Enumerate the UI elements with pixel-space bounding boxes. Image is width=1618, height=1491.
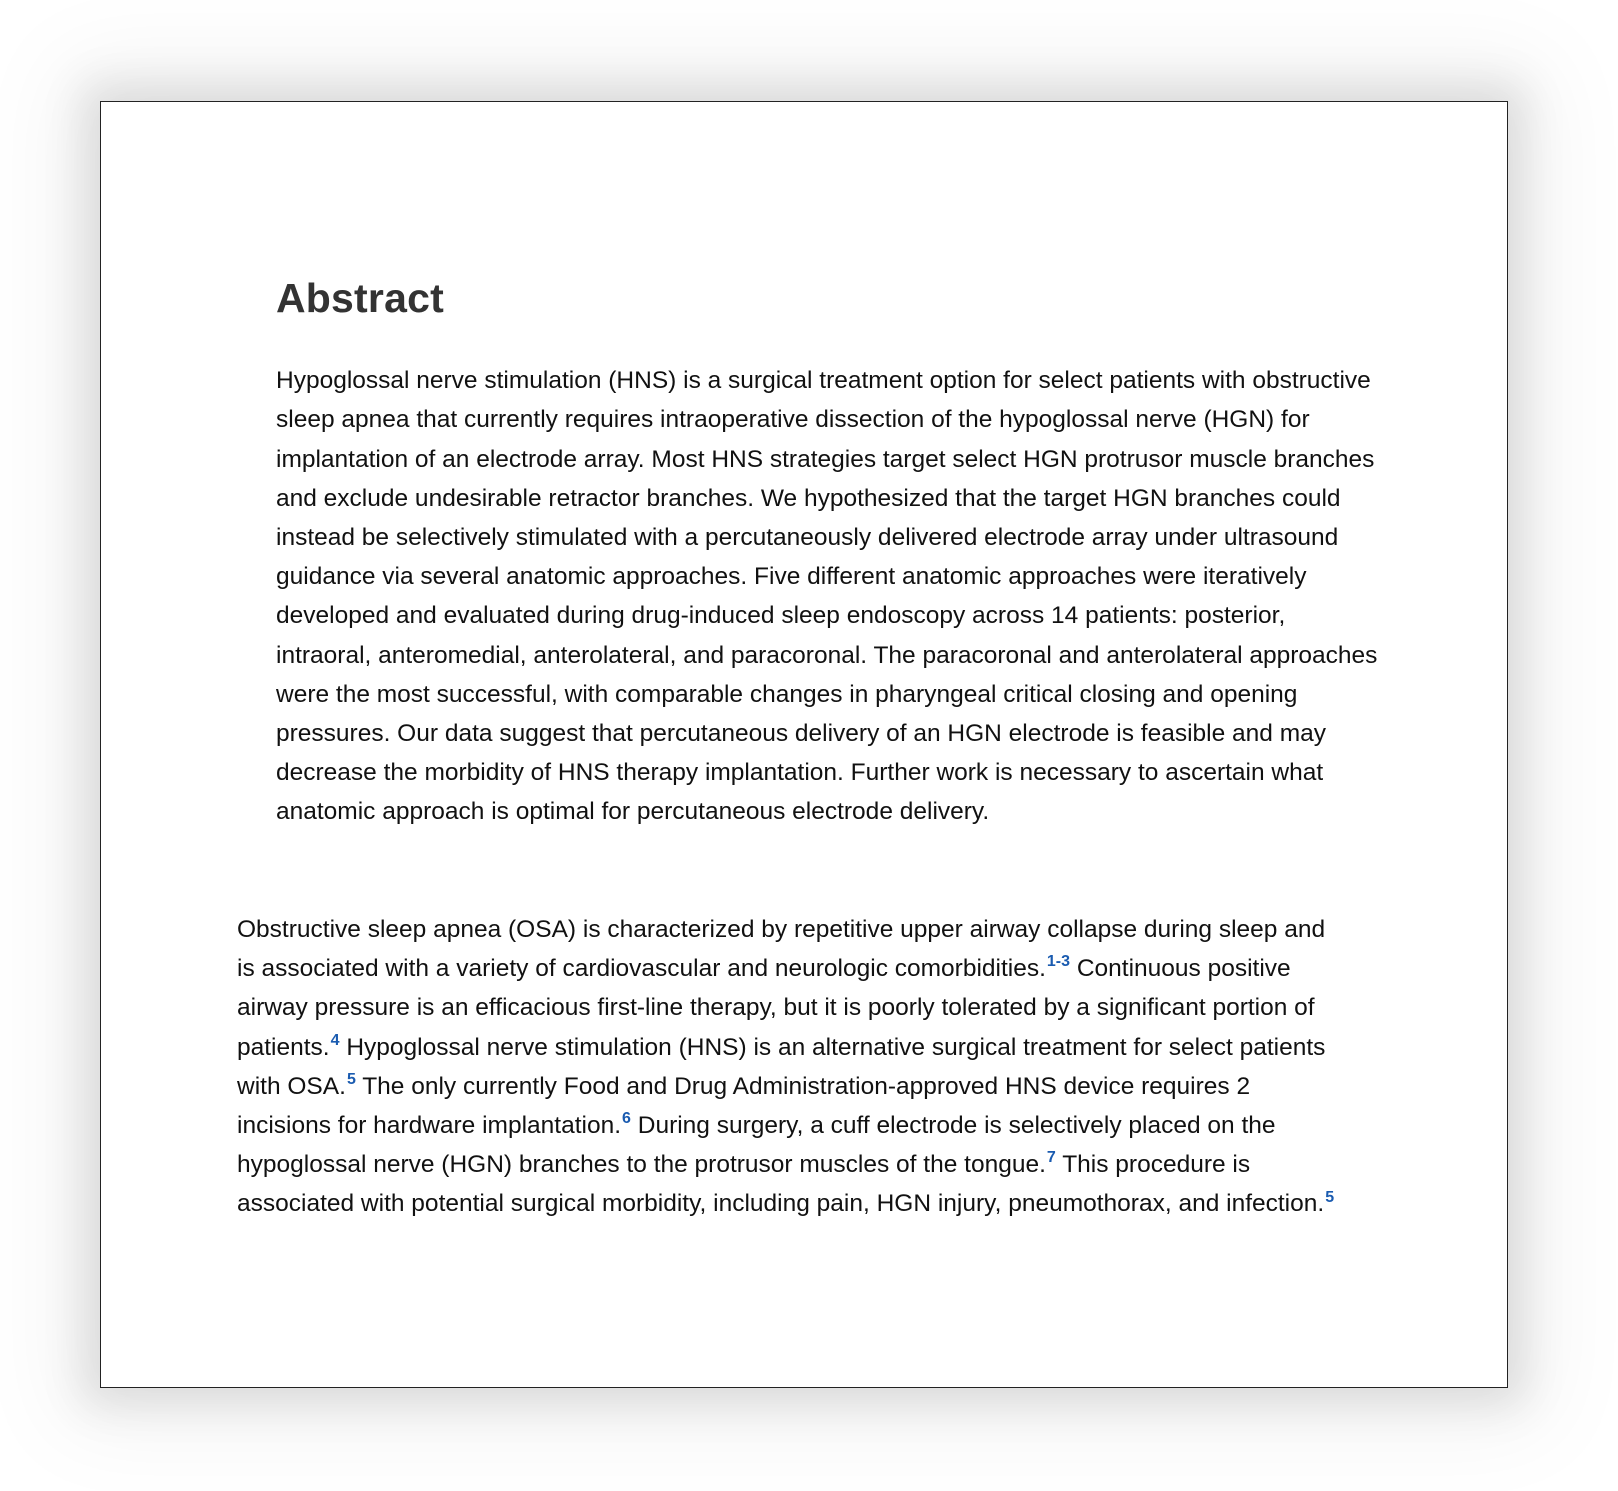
introduction-paragraph	[237, 910, 1347, 1224]
citation-link[interactable]: 5	[346, 1070, 356, 1088]
intro-sentence: The only currently Food and Drug Administration-approved HNS device requires 2 incisions for hardware implantation.	[237, 1072, 1251, 1140]
citation-link[interactable]: 5	[1325, 1188, 1335, 1206]
citation-link[interactable]: 1-3	[1046, 953, 1071, 971]
intro-sentence: This procedure is associated with potential surgical morbidity, including pain, HGN injury, pneumothorax, and infection.	[237, 1151, 1325, 1218]
intro-sentence: Hypoglossal nerve stimulation (HNS) is an alternative surgical treatment for select patients with OSA.	[237, 1033, 1326, 1100]
abstract-paragraph: Hypoglossal nerve stimulation (HNS) is a surgical treatment option for select patients with obstructive sleep apnea that currently requires intraoperative dissection of the hypoglossal nerve (HGN) for implantation of an electrode array. Most HNS strategies target select HGN protrusor muscle branches and exclude undesirable retractor branches. We hypothesized that the target HGN branches could instead be selectively stimulated with a percutaneously delivered electrode array under ultrasound guidance via several anatomic approaches. Five different anatomic approaches were iteratively developed and evaluated during drug-induced sleep endoscopy across 14 patients: posterior, intraoral, anteromedial, anterolateral, and paracoronal. The paracoronal and anterolateral approaches were the most successful, with comparable changes in pharyngeal critical closing and opening pressures. Our data suggest that percutaneous delivery of an HGN electrode is feasible and may decrease the morbidity of HNS therapy implantation. Further work is necessary to ascertain what anatomic approach is optimal for percutaneous electrode delivery.	[276, 367, 1378, 826]
abstract-heading: Abstract	[276, 275, 444, 321]
intro-sentence: Obstructive sleep apnea (OSA) is characterized by repetitive upper airway collapse during sleep and is associated with a variety of cardiovascular and neurologic comorbidities.	[237, 916, 1326, 983]
intro-sentence: Continuous positive airway pressure is an efficacious first-line therapy, but it is poorly tolerated by a significant portion of patients.	[237, 955, 1315, 1061]
citation-link[interactable]: 7	[1046, 1149, 1056, 1167]
introduction-section	[237, 910, 1347, 1224]
intro-sentence: During surgery, a cuff electrode is selectively placed on the hypoglossal nerve (HGN) branches to the protrusor muscles of the tongue.	[237, 1112, 1276, 1179]
citation-link[interactable]: 4	[330, 1031, 340, 1049]
abstract-section	[276, 274, 1386, 832]
article-page	[100, 101, 1508, 1388]
citation-link[interactable]: 6	[622, 1110, 631, 1128]
